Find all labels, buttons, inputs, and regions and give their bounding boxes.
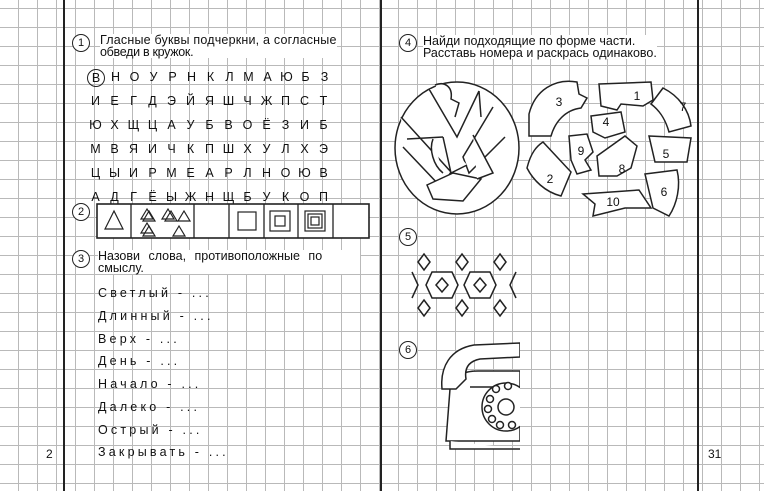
letter-cell: Ж <box>260 94 273 108</box>
letter-cell: Ы <box>165 190 178 204</box>
letter-cell: Ю <box>89 118 102 132</box>
letter-cell: У <box>186 118 195 132</box>
letter-cell: П <box>319 190 328 204</box>
letter-cell: А <box>263 70 272 84</box>
letter-cell: Ё <box>262 118 271 132</box>
puzzle-pieces <box>521 76 696 226</box>
piece-2-shape <box>527 142 571 196</box>
task1-instructions <box>100 34 337 58</box>
left-page-number: 2 <box>46 447 53 461</box>
letter-cell: Б <box>243 190 252 204</box>
letter-cell: Б <box>319 118 328 132</box>
piece-number-3: 3 <box>555 95 563 109</box>
letter-cell: О <box>129 70 140 84</box>
piece-number-1: 1 <box>633 89 641 103</box>
letter-cell: Э <box>167 94 176 108</box>
letter-row <box>86 92 334 116</box>
letter-cell: А <box>205 166 214 180</box>
piece-number-8: 8 <box>618 162 626 176</box>
letter-cell: Ы <box>108 166 121 180</box>
task1-number: 1 <box>72 34 90 52</box>
letter-cell: О <box>242 118 253 132</box>
letter-cell: Т <box>319 94 328 108</box>
letter-cell: З <box>281 118 290 132</box>
letter-cell: Г <box>130 94 137 108</box>
letter-cell: Л <box>243 166 252 180</box>
piece-number-10: 10 <box>606 195 620 209</box>
letter-cell: Щ <box>222 190 235 204</box>
letter-row <box>86 164 334 188</box>
letter-cell: Ч <box>167 142 176 156</box>
antonym-word-7: Острый - ... <box>98 423 203 437</box>
piece-number-7: 7 <box>679 100 687 114</box>
letter-cell: Ж <box>184 190 197 204</box>
letter-cell: У <box>149 70 158 84</box>
telephone-drawing <box>440 337 520 451</box>
task3-number: 3 <box>72 250 90 268</box>
antonym-word-1: Светлый - ... <box>98 286 212 300</box>
letter-cell: Н <box>261 166 272 180</box>
letter-cell: З <box>320 70 329 84</box>
letter-cell: Н <box>204 190 215 204</box>
letter-cell: П <box>281 94 290 108</box>
letter-cell: Р <box>224 166 233 180</box>
letter-row <box>86 116 334 140</box>
letter-cell: Б <box>205 118 214 132</box>
letter-cell: С <box>299 94 310 108</box>
letter-cell: У <box>262 190 271 204</box>
letter-cell: И <box>129 166 138 180</box>
task3-instructions <box>98 250 360 274</box>
letter-cell: Р <box>148 166 157 180</box>
letter-cell: В <box>319 166 328 180</box>
puzzle-circle <box>393 77 523 217</box>
antonym-word-3: Верх - ... <box>98 332 180 346</box>
letter-cell: В <box>110 142 119 156</box>
letter-cell: К <box>281 190 290 204</box>
task2-number: 2 <box>72 203 90 221</box>
task5-number: 5 <box>399 228 417 246</box>
letter-cell: Ю <box>298 166 311 180</box>
letter-cell: И <box>148 142 157 156</box>
letter-grid <box>86 68 334 212</box>
right-page-number: 31 <box>708 447 722 461</box>
letter-cell: Ц <box>90 166 101 180</box>
letter-cell: Ш <box>222 142 235 156</box>
letter-cell: Р <box>168 70 177 84</box>
letter-cell: Д <box>148 94 157 108</box>
piece-8-shape <box>597 136 637 176</box>
letter-cell: У <box>262 142 271 156</box>
letter-cell: Б <box>301 70 310 84</box>
piece-number-5: 5 <box>662 147 670 161</box>
letter-cell: Ш <box>222 94 235 108</box>
letter-cell: Х <box>243 142 252 156</box>
letter-cell: А <box>91 190 100 204</box>
antonym-word-4: День - ... <box>98 354 181 368</box>
letter-cell: В <box>224 118 233 132</box>
letter-cell: Ё <box>148 190 157 204</box>
letter-cell: Щ <box>127 118 140 132</box>
letter-cell: Е <box>110 94 119 108</box>
letter-cell: Э <box>319 142 328 156</box>
piece-number-9: 9 <box>577 144 585 158</box>
letter-cell: Г <box>130 190 137 204</box>
letter-cell: П <box>205 142 214 156</box>
letter-cell: Я <box>204 94 215 108</box>
letter-cell: Ч <box>243 94 252 108</box>
letter-cell: К <box>206 70 215 84</box>
antonym-word-6: Далеко - ... <box>98 400 201 414</box>
letter-cell: И <box>300 118 309 132</box>
letter-cell: М <box>166 166 177 180</box>
antonym-word-2: Длинный - ... <box>98 309 214 323</box>
letter-cell: Ц <box>147 118 158 132</box>
letter-cell: К <box>186 142 195 156</box>
task3-text-line1: Назови слова, противоположные по <box>98 249 323 263</box>
antonym-word-5: Начало - ... <box>98 377 202 391</box>
left-page-margin-line <box>63 0 65 491</box>
task4-text-line2: Расставь номера и раскрась одинаково. <box>423 46 657 60</box>
piece-number-4: 4 <box>602 115 610 129</box>
letter-cell: О <box>280 166 291 180</box>
letter-cell: Л <box>225 70 234 84</box>
letter-cell: О <box>299 190 310 204</box>
letter-cell: М <box>90 142 101 156</box>
task4-number: 4 <box>399 34 417 52</box>
letter-cell: Ю <box>280 70 293 84</box>
letter-row <box>86 140 334 164</box>
task6-number: 6 <box>399 341 417 359</box>
letter-cell: Х <box>110 118 119 132</box>
diamond-pattern <box>410 246 518 324</box>
letter-cell: Н <box>186 70 197 84</box>
letter-cell: И <box>91 94 100 108</box>
letter-cell: Й <box>186 94 195 108</box>
letter-cell: Е <box>186 166 195 180</box>
task4-text-line1: Найди подходящие по форме части. <box>423 34 636 48</box>
task1-text-line1: Гласные буквы подчеркни, а согласные <box>100 33 337 47</box>
letter-cell: Я <box>128 142 139 156</box>
task4-instructions <box>423 35 657 59</box>
letter-cell: А <box>167 118 176 132</box>
letter-cell: Н <box>110 70 121 84</box>
piece-5-shape <box>649 136 691 162</box>
antonym-word-8: Закрывать - ... <box>98 445 229 459</box>
task1-text-line2: обведи в кружок. <box>100 45 194 59</box>
task3-text-line2: смыслу. <box>98 261 144 275</box>
letter-cell: В <box>87 69 105 87</box>
letter-cell: М <box>243 70 254 84</box>
right-page-margin-line <box>697 0 699 491</box>
letter-row <box>86 68 334 92</box>
letter-cell: Л <box>281 142 290 156</box>
piece-number-2: 2 <box>546 172 554 186</box>
triangles-group-b <box>131 203 194 239</box>
piece-number-6: 6 <box>660 185 668 199</box>
page-spine-line <box>380 0 382 491</box>
letter-cell: Д <box>110 190 119 204</box>
letter-cell: Х <box>300 142 309 156</box>
piece-1-shape <box>599 82 653 110</box>
